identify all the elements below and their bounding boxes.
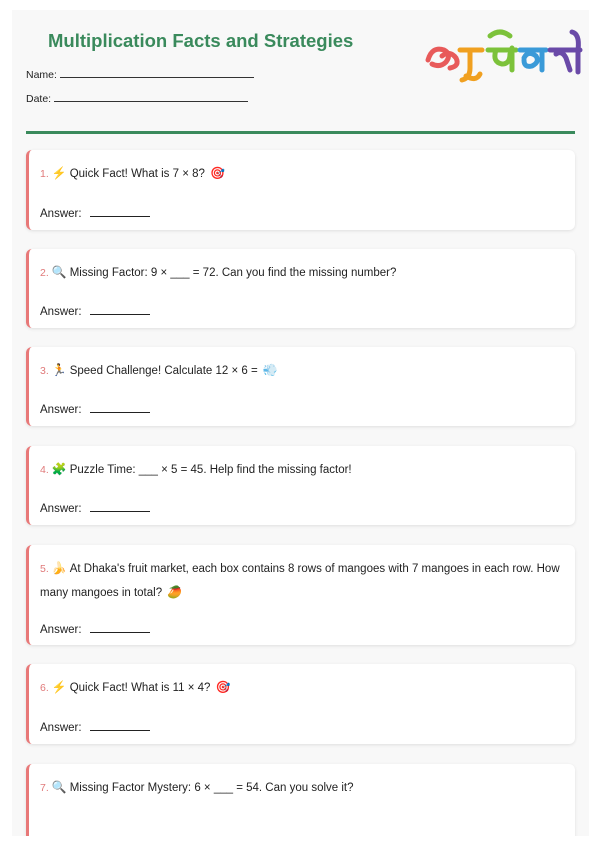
- dash-icon: 💨: [262, 363, 278, 377]
- worksheet-page: [12, 10, 589, 836]
- anushiloni-logo: [420, 24, 589, 88]
- question-prompt: Puzzle Time: ___ × 5 = 45. Help find the missing factor!: [69, 464, 352, 476]
- runner-icon: 🏃: [51, 363, 67, 377]
- header-divider: [26, 131, 575, 134]
- question-number: 7.: [40, 782, 49, 794]
- answer-blank-line[interactable]: [90, 718, 150, 731]
- answer-field[interactable]: [40, 499, 150, 515]
- date-label: Date:: [26, 93, 52, 105]
- answer-blank-line[interactable]: [90, 302, 150, 315]
- question-number: 1.: [40, 168, 49, 180]
- puzzle-icon: 🧩: [51, 462, 67, 476]
- question-number: 6.: [40, 682, 49, 694]
- logo-wordmark-icon: [420, 24, 589, 88]
- target-icon: 🎯: [210, 166, 226, 180]
- target-icon: 🎯: [215, 680, 231, 694]
- question-text-3: [40, 359, 563, 382]
- question-card-7: [26, 764, 575, 836]
- question-card-6: [26, 664, 575, 744]
- question-prompt: At Dhaka's fruit market, each box contains 8 rows of mangoes with 7 mangoes in each row. How many mangoes in total?: [40, 563, 560, 599]
- answer-label: Answer:: [40, 624, 82, 636]
- question-text-7: [40, 776, 563, 799]
- answer-label: Answer:: [40, 503, 82, 515]
- question-number: 3.: [40, 365, 49, 377]
- name-field[interactable]: [26, 68, 254, 81]
- answer-label: Answer:: [40, 306, 82, 318]
- answer-field[interactable]: [40, 400, 150, 416]
- answer-label: Answer:: [40, 208, 82, 220]
- question-prompt: Quick Fact! What is 7 × 8?: [69, 168, 205, 180]
- question-prompt: Quick Fact! What is 11 × 4?: [69, 682, 211, 694]
- banana-icon: 🍌: [51, 561, 67, 575]
- answer-blank-line[interactable]: [90, 400, 150, 413]
- question-text-6: [40, 676, 563, 699]
- question-card-4: [26, 446, 575, 525]
- question-card-1: [26, 150, 575, 230]
- worksheet-title: Multiplication Facts and Strategies: [48, 30, 354, 51]
- date-field[interactable]: [26, 92, 248, 105]
- answer-label: Answer:: [40, 404, 82, 416]
- question-text-5: [40, 557, 563, 605]
- answer-field[interactable]: [40, 718, 150, 734]
- question-text-1: [40, 162, 563, 185]
- answer-blank-line[interactable]: [90, 499, 150, 512]
- question-card-5: [26, 545, 575, 645]
- question-text-2: [40, 261, 563, 284]
- mango-icon: 🥭: [167, 585, 183, 599]
- answer-blank-line[interactable]: [90, 620, 150, 633]
- name-label: Name:: [26, 69, 57, 81]
- date-blank-line[interactable]: [54, 92, 248, 102]
- answer-field[interactable]: [40, 620, 150, 636]
- answer-blank-line[interactable]: [90, 204, 150, 217]
- lightning-icon: ⚡: [51, 166, 67, 180]
- question-card-2: [26, 249, 575, 328]
- lightning-icon: ⚡: [51, 680, 67, 694]
- answer-label: Answer:: [40, 722, 82, 734]
- question-number: 2.: [40, 267, 49, 279]
- question-number: 5.: [40, 563, 49, 575]
- magnifier-icon: 🔍: [51, 265, 67, 279]
- question-number: 4.: [40, 464, 49, 476]
- question-prompt: Speed Challenge! Calculate 12 × 6 =: [69, 365, 258, 377]
- magnifier-icon: 🔍: [51, 780, 67, 794]
- name-blank-line[interactable]: [60, 68, 254, 78]
- question-text-4: [40, 458, 563, 481]
- question-card-3: [26, 347, 575, 426]
- answer-field[interactable]: [40, 302, 150, 318]
- answer-field[interactable]: [40, 204, 150, 220]
- question-prompt: Missing Factor Mystery: 6 × ___ = 54. Can you solve it?: [69, 782, 354, 794]
- question-prompt: Missing Factor: 9 × ___ = 72. Can you find the missing number?: [69, 267, 397, 279]
